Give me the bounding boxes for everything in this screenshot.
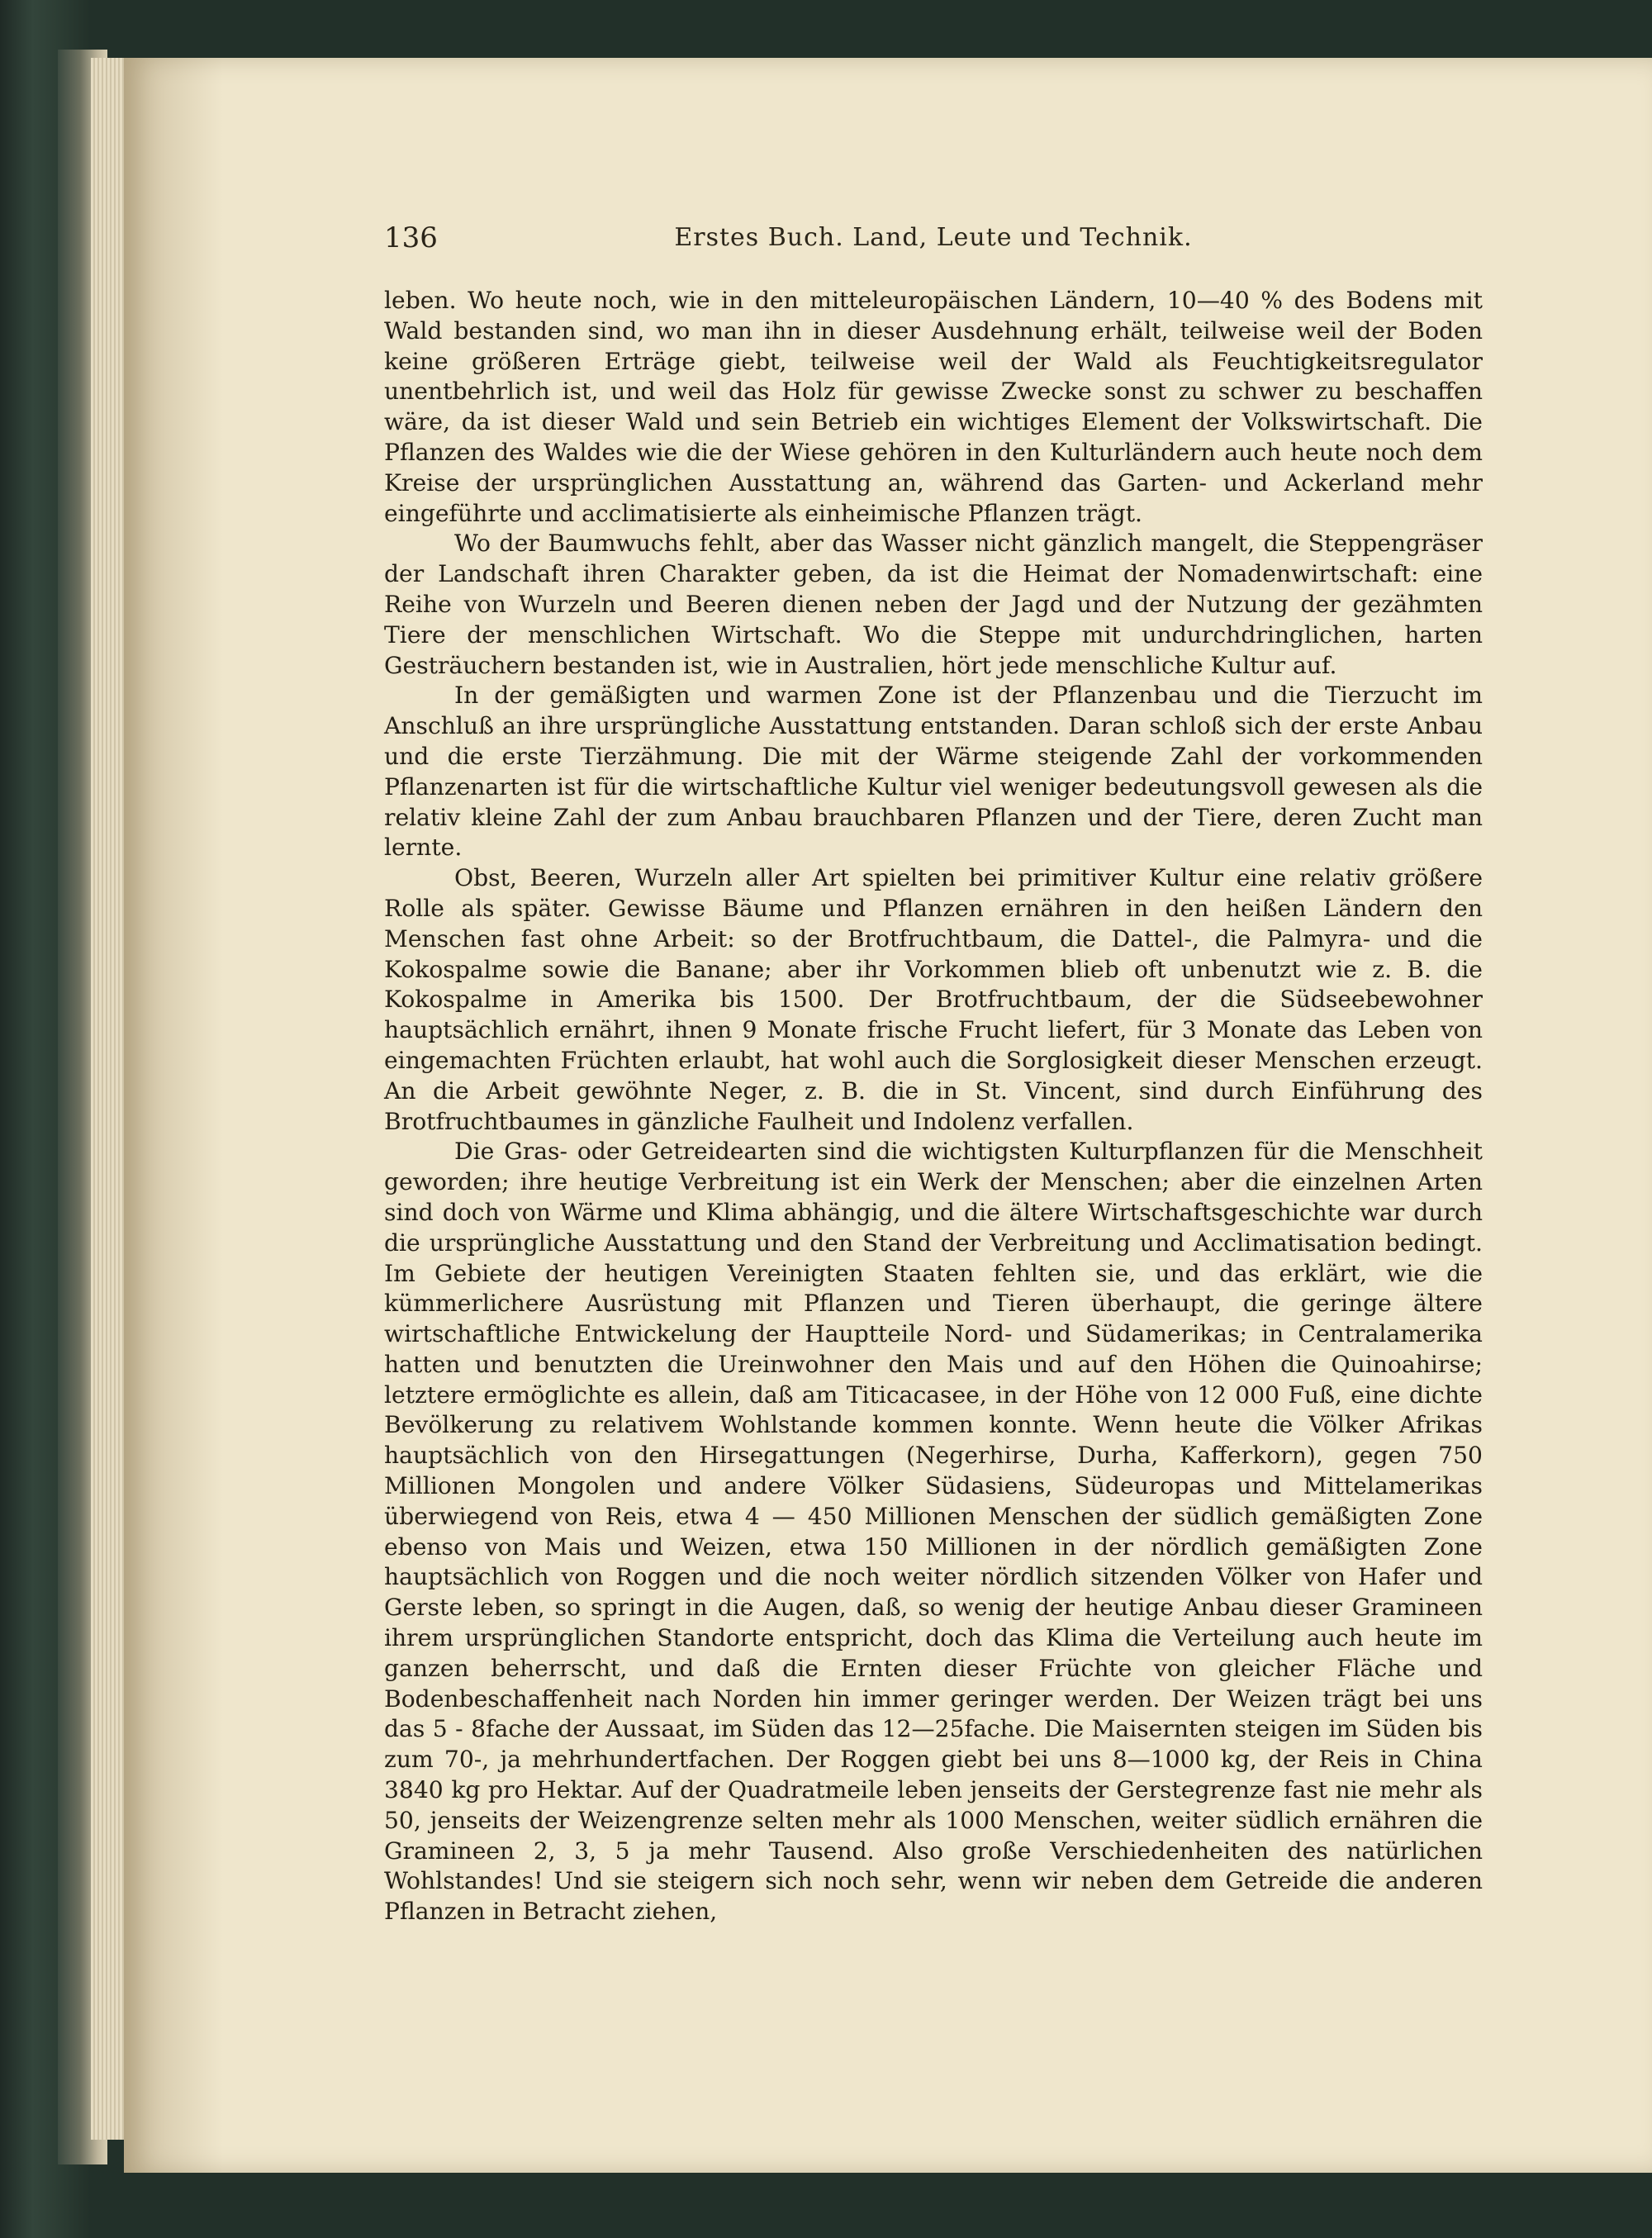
page-number: 136 [384,221,438,254]
paragraph: In der gemäßigten und warmen Zone ist der Pflanzenbau und die Tierzucht im Anschluß an ihre ursprüngliche Ausstattung entstanden. Daran schloß sich der erste Anbau und die erste Tierzähmung. Die mit der Wärme steigende Zahl der vorkommenden Pflanzenarten ist für die wirtschaftliche Kultur viel weniger bedeutungsvoll gewesen als die relativ kleine Zahl der zum Anbau brauchbaren Pflanzen und der Tiere, deren Zucht man lernte. [384,682,1483,862]
body-text [384,286,1483,1927]
paragraph: leben. Wo heute noch, wie in den mitteleuropäischen Ländern, 10—40 % des Bodens mit Wald bestanden sind, wo man ihn in dieser Ausdehnung erhält, teilweise weil der Boden keine größeren Erträge giebt, teilweise weil der Wald als Feuchtigkeitsregulator unentbehrlich ist, und weil das Holz für gewisse Zwecke sonst zu schwer zu beschaffen wäre, da ist dieser Wald und sein Betrieb ein wichtiges Element der Volkswirtschaft. Die Pflanzen des Waldes wie die der Wiese gehören in den Kulturländern auch heute noch dem Kreise der ursprünglichen Ausstattung an, während das Garten- und Ackerland mehr eingeführte und acclimatisierte als einheimische Pflanzen trägt. [384,287,1483,527]
paragraph: Obst, Beeren, Wurzeln aller Art spielten bei primitiver Kultur eine relativ größere Rolle als später. Gewisse Bäume und Pflanzen ernähren in den heißen Ländern den Menschen fast ohne Arbeit: so der Brotfruchtbaum, die Dattel-, die Palmyra- und die Kokospalme sowie die Banane; aber ihr Vorkommen blieb oft unbenutzt wie z. B. die Kokospalme in Amerika bis 1500. Der Brotfruchtbaum, der die Südseebewohner hauptsächlich ernährt, ihnen 9 Monate frische Frucht liefert, für 3 Monate das Leben von eingemachten Früchten erlaubt, hat wohl auch die Sorglosigkeit dieser Menschen erzeugt. An die Arbeit gewöhnte Neger, z. B. die in St. Vincent, sind durch Einführung des Brotfruchtbaumes in gänzliche Faulheit und Indolenz verfallen. [384,864,1483,1135]
paragraph: Die Gras- oder Getreidearten sind die wichtigsten Kulturpflanzen für die Menschheit geworden; ihre heutige Verbreitung ist ein Werk der Menschen; aber die einzelnen Arten sind doch von Wärme und Klima abhängig, und die ältere Wirtschaftsgeschichte war durch die ursprüngliche Ausstattung und den Stand der Verbreitung und Acclimatisation bedingt. Im Gebiete der heutigen Vereinigten Staaten fehlten sie, und das erklärt, wie die kümmerlichere Ausrüstung mit Pflanzen und Tieren überhaupt, die geringe ältere wirtschaftliche Entwickelung der Hauptteile Nord- und Südamerikas; in Centralamerika hatten und benutzten die Ureinwohner den Mais und auf den Höhen die Quinoahirse; letztere ermöglichte es allein, daß am Titicacasee, in der Höhe von 12 000 Fuß, eine dichte Bevölkerung zu relativem Wohlstande kommen konnte. Wenn heute die Völker Afrikas hauptsächlich von den Hirsegattungen (Negerhirse, Durha, Kafferkorn), gegen 750 Millionen Mongolen und andere Völker Südasiens, Südeuropas und Mittelamerikas überwiegend von Reis, etwa 4 — 450 Millionen Menschen der südlich gemäßigten Zone ebenso von Mais und Weizen, etwa 150 Millionen in der nördlich gemäßigten Zone hauptsächlich von Roggen und die noch weiter nördlich sitzenden Völker von Hafer und Gerste leben, so springt in die Augen, daß, so wenig der heutige Anbau dieser Gramineen ihrem ursprünglichen Standorte entspricht, doch das Klima die Verteilung auch heute im ganzen beherrscht, und daß die Ernten dieser Früchte von gleicher Fläche und Bodenbeschaffenheit nach Norden hin immer geringer werden. Der Weizen trägt bei uns das 5 - 8fache der Aussaat, im Süden das 12—25fache. Die Maisernten steigen im Süden bis zum 70-, ja mehrhundertfachen. Der Roggen giebt bei uns 8—1000 kg, der Reis in China 3840 kg pro Hektar. Auf der Quadratmeile leben jenseits der Gerstegrenze fast nie mehr als 50, jenseits der Weizengrenze selten mehr als 1000 Menschen, weiter südlich ernähren die Gramineen 2, 3, 5 ja mehr Tausend. Also große Verschiedenheiten des natürlichen Wohlstandes! Und sie steigern sich noch sehr, wenn wir neben dem Getreide die anderen Pflanzen in Betracht ziehen, [384,1138,1483,1926]
running-title: Erstes Buch. Land, Leute und Technik. [674,223,1193,252]
page-header [384,221,1483,254]
paragraph: Wo der Baumwuchs fehlt, aber das Wasser nicht gänzlich mangelt, die Steppengräser der Landschaft ihren Charakter geben, da ist die Heimat der Nomadenwirtschaft: eine Reihe von Wurzeln und Beeren dienen neben der Jagd und der Nutzung der gezähmten Tiere der menschlichen Wirtschaft. Wo die Steppe mit undurchdringlichen, harten Gesträuchern bestanden ist, wie in Australien, hört jede menschliche Kultur auf. [384,530,1483,679]
